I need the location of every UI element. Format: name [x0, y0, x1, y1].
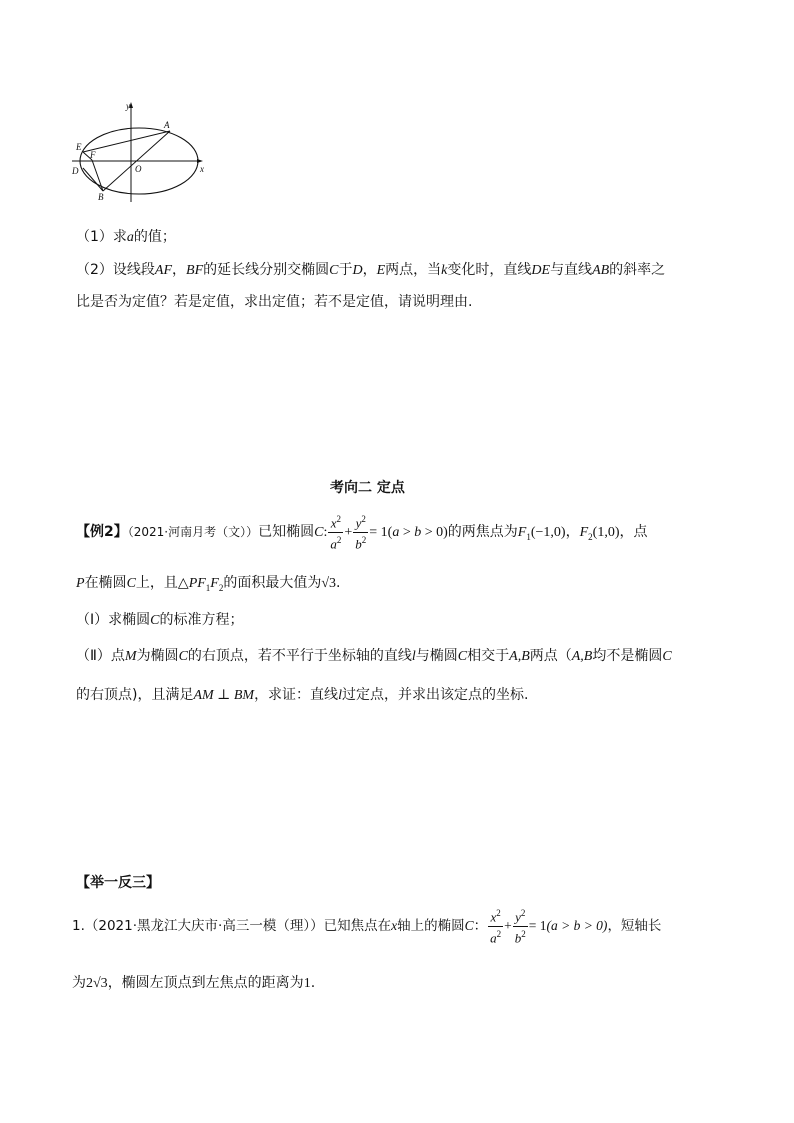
- example-2-line-1: 【例2】（2021·河南月考（文））已知椭圆C: $\frac{x^2}{a^2}$ + $\frac{y^2}{b^2}$ = 1(a > b > 0)的两焦点为$F_1(-1,0)$，$F_2(1,0)$，点: [76, 514, 648, 551]
- label-b: B: [98, 192, 104, 202]
- p1-c: C: [150, 613, 160, 628]
- pr-text-1: 1.（2021·黑龙江大庆市·高三一模（理））已知焦点在: [72, 918, 392, 934]
- ex2-f1: F: [517, 525, 527, 540]
- q2-text-6: 两点，当: [385, 262, 442, 278]
- q2-text-5: ，: [362, 262, 377, 278]
- segment-d-b: [83, 168, 103, 191]
- label-e: E: [76, 142, 82, 152]
- q2-text-1: （2）设线段: [76, 262, 155, 278]
- practice-line-1: 1.（2021·黑龙江大庆市·高三一模（理））已知焦点在x轴上的椭圆C： $\frac{x^2}{a^2}$ + $\frac{y^2}{b^2}$ = 1(a > b > 0)，短轴长: [72, 908, 662, 945]
- label-o: O: [135, 164, 142, 174]
- ex2-tag: 【例2】: [76, 524, 128, 540]
- ex2-f1-sub: 1: [526, 531, 531, 542]
- q2-k: k: [441, 263, 448, 278]
- pr-l2-text-1: 为: [72, 975, 86, 991]
- pr-fraction-y: $\frac{y^2}{b^2}$: [514, 908, 526, 945]
- pr-x: x: [391, 918, 398, 933]
- segment-a-e: [83, 131, 170, 152]
- p2-m: M: [124, 649, 137, 664]
- ex2-b: b: [355, 535, 362, 551]
- pr-l2-val: 2√3: [86, 976, 108, 991]
- label-y: y: [126, 101, 130, 111]
- ex2-text-1: 已知椭圆: [258, 524, 315, 540]
- pr-text-4: ，短轴长: [607, 918, 662, 934]
- ex2-l2-text-1: 在椭圆: [84, 575, 127, 591]
- ex2-y: y: [355, 515, 362, 531]
- label-d: D: [72, 166, 79, 176]
- label-x: x: [200, 164, 204, 174]
- q2-de: DE: [531, 263, 551, 278]
- ex2-cond-a: a: [392, 525, 400, 540]
- p1-text-2: 的标准方程；: [159, 612, 244, 628]
- p2-ab: A,B: [509, 649, 530, 664]
- q2-bf: BF: [186, 263, 204, 278]
- ex2-sub-2: 2: [218, 582, 224, 593]
- ex2-l2-text-4: .: [336, 575, 341, 591]
- pr-c: C: [464, 918, 474, 933]
- example-2-part-1: [76, 609, 243, 629]
- ex2-f2: F: [579, 525, 589, 540]
- q2-text-2: ，: [172, 262, 187, 278]
- p2-l2-text-2: ，求证：直线: [254, 687, 339, 703]
- pr-frac-y: y: [515, 909, 521, 925]
- practice-line-2: [72, 972, 315, 992]
- pr-eq: = 1: [528, 918, 547, 933]
- q1-var: a: [126, 230, 134, 245]
- practice-header: 【举一反三】: [76, 875, 160, 891]
- p2-l2-text-3: 过定点，并求出该定点的坐标.: [341, 687, 529, 703]
- ex2-pf: PF: [188, 576, 206, 591]
- q2-e: E: [376, 263, 386, 278]
- p2-l2-text-1: 的右顶点)，且满足: [76, 687, 194, 703]
- ex2-l2-c: C: [126, 576, 136, 591]
- ex2-x: x: [330, 515, 337, 531]
- ex2-colon: :: [323, 525, 328, 540]
- p2-text-5: 相交于: [467, 648, 510, 664]
- p2-text-6: 两点（: [529, 648, 572, 664]
- pr-frac-a: a: [490, 929, 497, 945]
- q2-ab: AB: [592, 263, 610, 278]
- q2-d: D: [352, 263, 363, 278]
- ex2-cond-b: b: [414, 525, 422, 540]
- q2-text-7: 变化时，直线: [447, 262, 532, 278]
- pr-text-3: ：: [473, 918, 488, 934]
- q2-af: AF: [154, 263, 173, 278]
- pr-fraction-x: $\frac{x^2}{a^2}$: [490, 908, 502, 945]
- ex2-source: （2021·河南月考（文））: [127, 525, 259, 539]
- p2-text-2: 为椭圆: [136, 648, 179, 664]
- pr-l2-one: 1: [303, 976, 311, 991]
- q2-c: C: [329, 263, 339, 278]
- ex2-l2-text-3: 的面积最大值为: [223, 575, 322, 591]
- label-a: A: [164, 120, 170, 130]
- ex2-f: F: [210, 576, 219, 591]
- ex2-cond-end: > 0): [421, 525, 448, 540]
- ex2-cond-mid: >: [399, 525, 415, 540]
- p2-text-4: 与椭圆: [415, 648, 458, 664]
- q1-suffix: 的值；: [133, 229, 176, 245]
- pr-cond: (a > b > 0): [546, 918, 608, 933]
- ex2-f2-coord: (1,0): [592, 525, 620, 540]
- q1-prefix: （1）求: [76, 229, 127, 245]
- pr-l2-text-2: ，椭圆左顶点到左焦点的距离为: [107, 975, 304, 991]
- pr-text-2: 轴上的椭圆: [397, 918, 465, 934]
- ex2-text-2: 的两焦点为: [447, 524, 518, 540]
- ex2-fraction-y: $\frac{y^2}{b^2}$: [355, 514, 367, 551]
- sqrt-3: √3: [321, 576, 337, 591]
- p2-text-1: （Ⅱ）点: [76, 648, 125, 664]
- pr-frac-x: x: [490, 909, 497, 925]
- q2-text-4: 于: [338, 262, 353, 278]
- ex2-f2-sub: 2: [588, 531, 593, 542]
- example-2-part-2-line-1: [76, 645, 672, 665]
- question-2-line-2: 比是否为定值？若是定值，求出定值；若不是定值，请说明理由.: [76, 294, 473, 310]
- p2-l: l: [411, 649, 416, 664]
- ex2-text-3: ，点: [619, 524, 648, 540]
- question-1: [76, 226, 176, 246]
- ellipse-figure: [68, 98, 218, 210]
- q2-text-8: 与直线: [550, 262, 593, 278]
- q2-text-3: 的延长线分别交椭圆: [203, 262, 330, 278]
- p2-c: C: [178, 649, 188, 664]
- triangle-symbol: △: [177, 576, 189, 591]
- p2-text-7: 均不是椭圆: [592, 648, 663, 664]
- question-2-line-1: [76, 259, 665, 279]
- p2-l2-l: l: [338, 688, 342, 703]
- example-2-line-2: [76, 572, 341, 593]
- p2-ab2: A,B: [571, 649, 593, 664]
- example-2-part-2-line-2: [76, 684, 528, 704]
- pr-l2-text-3: .: [310, 975, 316, 991]
- ex2-cond-open: (: [387, 525, 393, 540]
- segment-f-b: [92, 160, 103, 191]
- p2-text-3: 的右顶点，若不平行于坐标轴的直线: [187, 648, 412, 664]
- p2-c3: C: [662, 649, 672, 664]
- p2-cond: AM ⊥ BM: [193, 688, 255, 703]
- ex2-sub-1: 1: [205, 582, 211, 593]
- p2-c2: C: [457, 649, 468, 664]
- section-title: 考向二 定点: [330, 480, 405, 496]
- ex2-c: C: [314, 525, 324, 540]
- ex2-eq: = 1: [369, 525, 388, 540]
- pr-frac-b: b: [514, 929, 522, 945]
- ex2-l2-text-2: 上，且: [135, 575, 178, 591]
- ex2-comma: ，: [565, 524, 580, 540]
- label-f: F: [90, 150, 96, 160]
- ex2-a: a: [330, 535, 337, 551]
- ex2-fraction-x: $\frac{x^2}{a^2}$: [330, 514, 342, 551]
- ex2-f1-coord: (−1,0): [530, 525, 566, 540]
- ex2-p: P: [76, 576, 85, 591]
- q2-text-9: 的斜率之: [609, 262, 666, 278]
- p1-text-1: （Ⅰ）求椭圆: [76, 612, 151, 628]
